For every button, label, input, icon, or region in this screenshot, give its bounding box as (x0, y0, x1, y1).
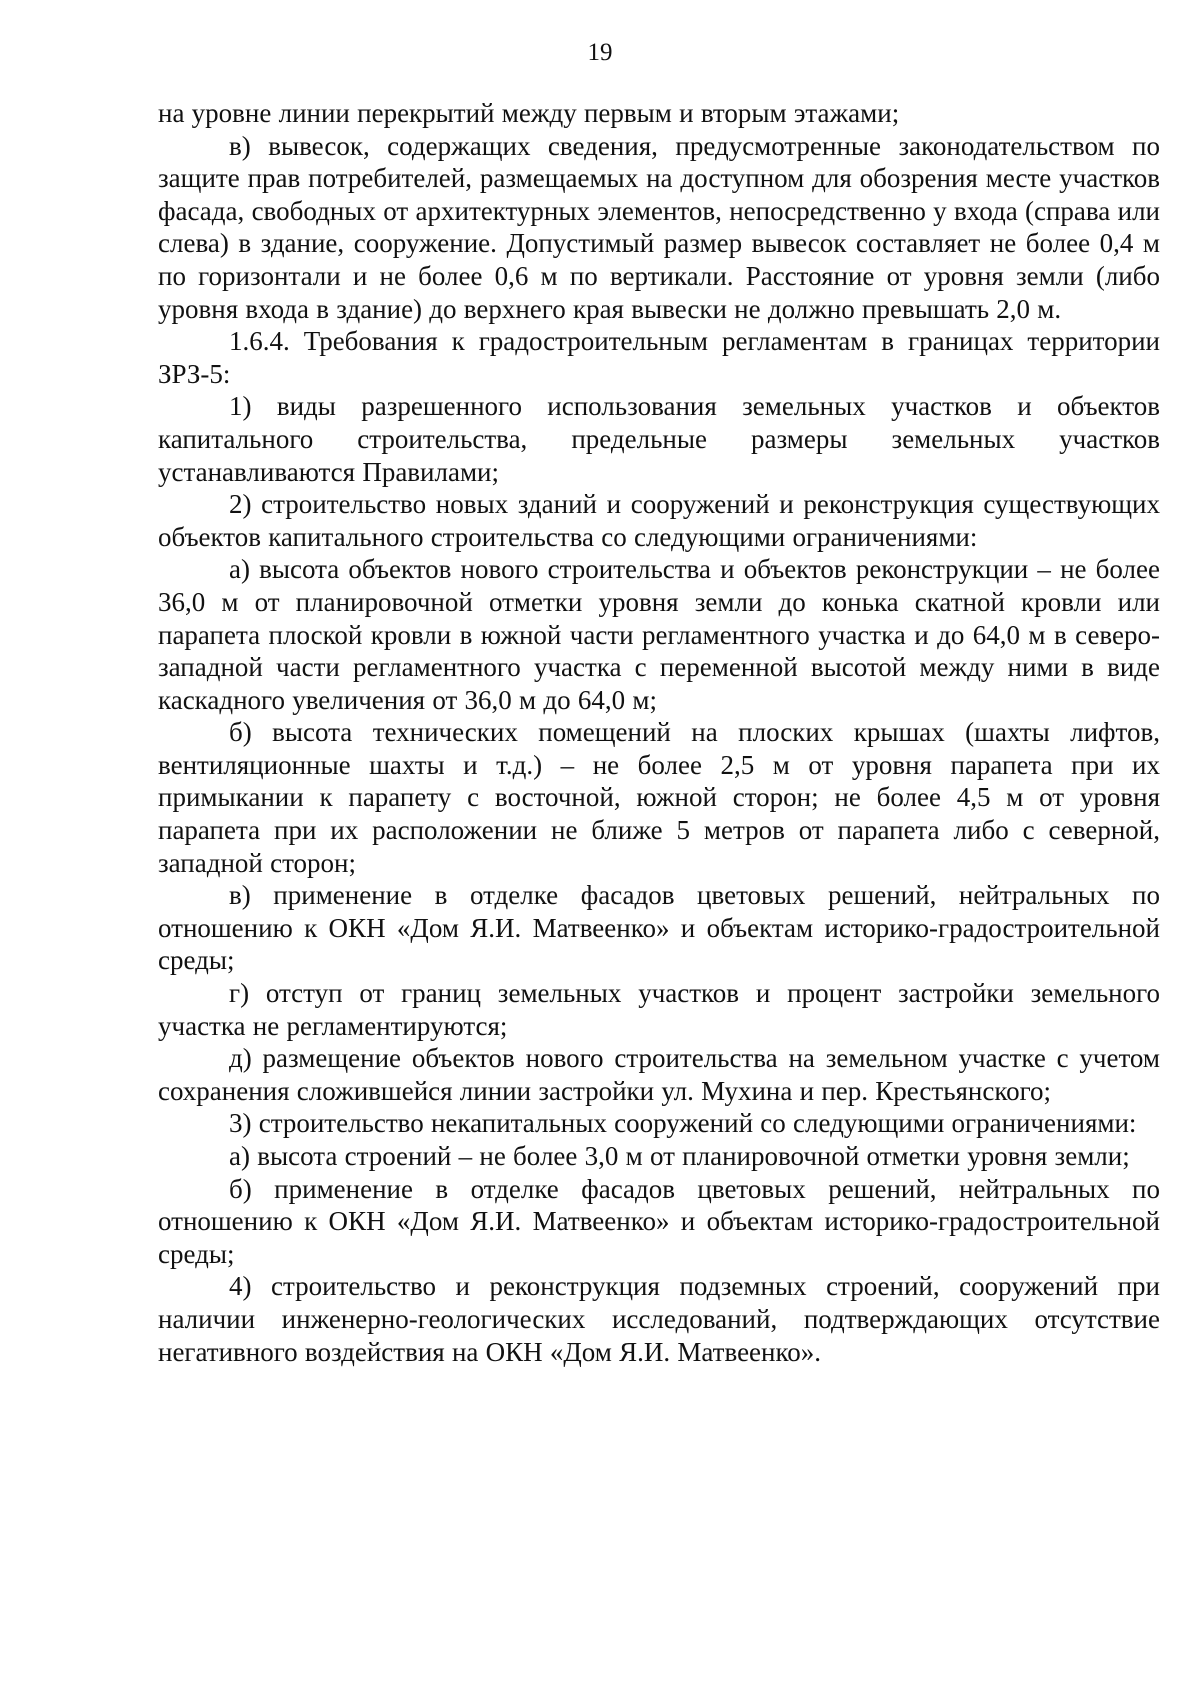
paragraph-item-3a: а) высота строений – не более 3,0 м от планировочной отметки уровня земли; (229, 1141, 1130, 1171)
paragraph-item-2b: б) высота технических помещений на плоских крышах (шахты лифтов, вентиляционные шахты и т.д.) – не более 2,5 м от уровня парапета при их примыкании к парапету с восточной, южной сторон; не более 4,5 м от уровня парапета при их расположении не ближе 5 метров от парапета либо с северной, западной сторон; (158, 717, 1160, 878)
paragraph-item-4: 4) строительство и реконструкция подземных строений, сооружений при наличии инженерно-геологических исследований, подтверждающих отсутствие негативного воздействия на ОКН «Дом Я.И. Матвеенко». (158, 1271, 1160, 1367)
paragraph-item-2v: в) применение в отделке фасадов цветовых решений, нейтральных по отношению к ОКН «Дом Я.И. Матвеенко» и объектам историко-градостроительной среды; (158, 880, 1160, 976)
paragraph-item-2g: г) отступ от границ земельных участков и процент застройки земельного участка не регламентируются; (158, 978, 1160, 1041)
paragraph-continuation: на уровне линии перекрытий между первым и вторым этажами; (158, 98, 900, 128)
paragraph-item-3b: б) применение в отделке фасадов цветовых решений, нейтральных по отношению к ОКН «Дом Я.И. Матвеенко» и объектам историко-градостроительной среды; (158, 1173, 1160, 1269)
paragraph-item-v-signs: в) вывесок, содержащих сведения, предусмотренные законодательством по защите прав потребителей, размещаемых на доступном для обозрения месте участков фасада, свободных от архитектурных элементов, непосредственно у входа (справа или слева) в здание, сооружение. Допустимый размер вывесок составляет не более 0,4 м по горизонтали и не более 0,6 м по вертикали. Расстояние от уровня земли (либо уровня входа в здание) до верхнего края вывески не должно превышать 2,0 м. (158, 130, 1160, 324)
paragraph-item-2a: а) высота объектов нового строительства и объектов реконструкции – не более 36,0 м от планировочной отметки уровня земли до конька скатной кровли или парапета плоской кровли в южной части регламентного участка и до 64,0 м в северо-западной части регламентного участка с переменной высотой между ними в виде каскадного увеличения от 36,0 м до 64,0 м; (158, 554, 1160, 715)
paragraph-item-3: 3) строительство некапитальных сооружений со следующими ограничениями: (229, 1108, 1137, 1139)
paragraph-item-1: 1) виды разрешенного использования земельных участков и объектов капитального строительства, предельные размеры земельных участков устанавливаются Правилами; (158, 391, 1160, 487)
paragraph-item-2d: д) размещение объектов нового строительства на земельном участке с учетом сохранения сложившейся линии застройки ул. Мухина и пер. Крестьянского; (158, 1043, 1160, 1106)
paragraph-section-1-6-4: 1.6.4. Требования к градостроительным регламентам в границах территории ЗРЗ-5: (158, 326, 1160, 389)
paragraph-item-2: 2) строительство новых зданий и сооружений и реконструкция существующих объектов капитального строительства со следующими ограничениями: (158, 489, 1160, 552)
document-body (158, 97, 1160, 1368)
page-number: 19 (587, 39, 613, 66)
